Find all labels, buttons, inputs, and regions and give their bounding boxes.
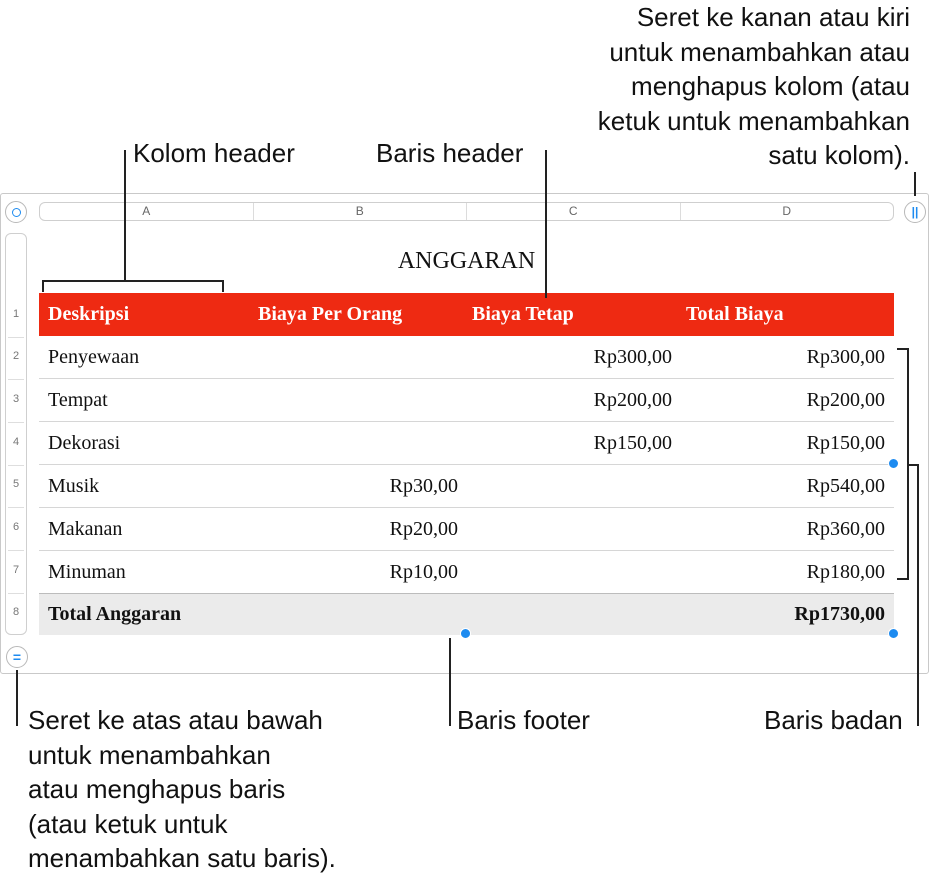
- column-letter-c[interactable]: C: [467, 203, 681, 220]
- table-row[interactable]: [39, 379, 894, 422]
- cell-total[interactable]: Rp200,00: [806, 389, 885, 411]
- callout-line-body-rows: [917, 464, 919, 726]
- cell-description[interactable]: Musik: [48, 475, 100, 497]
- callout-body-rows: Baris badan: [764, 705, 903, 735]
- header-cell-fixed[interactable]: Biaya Tetap: [472, 303, 574, 325]
- row-reference-bar[interactable]: [5, 233, 27, 635]
- add-column-handle[interactable]: [904, 201, 926, 223]
- table-select-handle[interactable]: [5, 201, 27, 223]
- table-row[interactable]: [39, 551, 894, 594]
- row-divider: [8, 379, 24, 380]
- header-row[interactable]: [39, 293, 894, 336]
- table-title[interactable]: ANGGARAN: [397, 248, 536, 274]
- column-letter-a[interactable]: A: [40, 203, 254, 220]
- cell-per-person[interactable]: Rp20,00: [389, 518, 458, 540]
- row-number[interactable]: 1: [12, 308, 20, 320]
- row-number[interactable]: 3: [12, 393, 20, 405]
- cell-total[interactable]: Rp300,00: [806, 346, 885, 368]
- header-cell-total[interactable]: Total Biaya: [686, 303, 784, 325]
- pause-bars-icon: ||: [911, 205, 919, 219]
- row-divider: [8, 422, 24, 423]
- cell-total[interactable]: Rp360,00: [806, 518, 885, 540]
- cell-description[interactable]: Penyewaan: [48, 346, 140, 368]
- callout-line-footer-row: [449, 638, 451, 726]
- column-letter-b[interactable]: B: [254, 203, 468, 220]
- table-row[interactable]: [39, 508, 894, 551]
- callout-line-header-row: [545, 150, 547, 298]
- row-number[interactable]: 8: [12, 606, 20, 618]
- column-letter-d[interactable]: D: [782, 204, 792, 218]
- footer-total[interactable]: Rp1730,00: [794, 603, 885, 625]
- cell-fixed[interactable]: Rp150,00: [593, 432, 672, 454]
- cell-per-person[interactable]: Rp30,00: [389, 475, 458, 497]
- callout-bracket-body-top: [897, 348, 909, 350]
- footer-label[interactable]: Total Anggaran: [48, 603, 182, 625]
- circle-select-icon: [12, 208, 21, 217]
- callout-line-header-column: [124, 150, 126, 281]
- table-row[interactable]: [39, 422, 894, 465]
- equals-bars-icon: =: [12, 649, 22, 665]
- callout-bracket-left-tick: [42, 280, 44, 292]
- table-row[interactable]: [39, 465, 894, 508]
- row-divider: [8, 465, 24, 466]
- row-number[interactable]: 7: [12, 564, 20, 576]
- callout-bracket-right-tick: [222, 280, 224, 292]
- callout-bracket-header-column: [42, 280, 224, 282]
- cell-description[interactable]: Dekorasi: [48, 432, 121, 454]
- callout-bracket-body-bottom: [897, 578, 909, 580]
- footer-resize-handle[interactable]: [460, 628, 471, 639]
- cell-description[interactable]: Tempat: [48, 389, 108, 411]
- cell-total[interactable]: Rp180,00: [806, 561, 885, 583]
- callout-row-handle: Seret ke atas atau bawah untuk menambahkan atau menghapus baris (atau ketuk untuk menambahkan satu baris).: [28, 705, 336, 873]
- row-divider: [8, 593, 24, 594]
- cell-total[interactable]: Rp150,00: [806, 432, 885, 454]
- header-cell-description[interactable]: Deskripsi: [48, 303, 130, 325]
- cell-description[interactable]: Makanan: [48, 518, 123, 540]
- row-number[interactable]: 4: [12, 436, 20, 448]
- callout-line-column-handle: [914, 172, 916, 196]
- cell-fixed[interactable]: Rp300,00: [593, 346, 672, 368]
- callout-line-row-handle: [16, 670, 18, 726]
- body-resize-handle[interactable]: [888, 458, 899, 469]
- row-number[interactable]: 5: [12, 478, 20, 490]
- row-divider: [8, 337, 24, 338]
- callout-header-column: Kolom header: [133, 138, 295, 168]
- callout-header-row: Baris header: [376, 138, 524, 168]
- cell-total[interactable]: Rp540,00: [806, 475, 885, 497]
- row-divider: [8, 550, 24, 551]
- callout-column-handle: Seret ke kanan atau kiri untuk menambahkan atau menghapus kolom (atau ketuk untuk menambahkan satu kolom).: [597, 2, 910, 170]
- header-cell-per-person[interactable]: Biaya Per Orang: [258, 303, 403, 325]
- row-number[interactable]: 6: [12, 521, 20, 533]
- callout-footer-row: Baris footer: [457, 705, 590, 735]
- row-divider: [8, 507, 24, 508]
- cell-description[interactable]: Minuman: [48, 561, 126, 583]
- table-row[interactable]: [39, 336, 894, 379]
- table-resize-handle[interactable]: [888, 628, 899, 639]
- add-row-handle[interactable]: [6, 646, 28, 668]
- cell-fixed[interactable]: Rp200,00: [593, 389, 672, 411]
- column-reference-bar[interactable]: [39, 202, 894, 221]
- cell-per-person[interactable]: Rp10,00: [389, 561, 458, 583]
- row-number[interactable]: 2: [12, 350, 20, 362]
